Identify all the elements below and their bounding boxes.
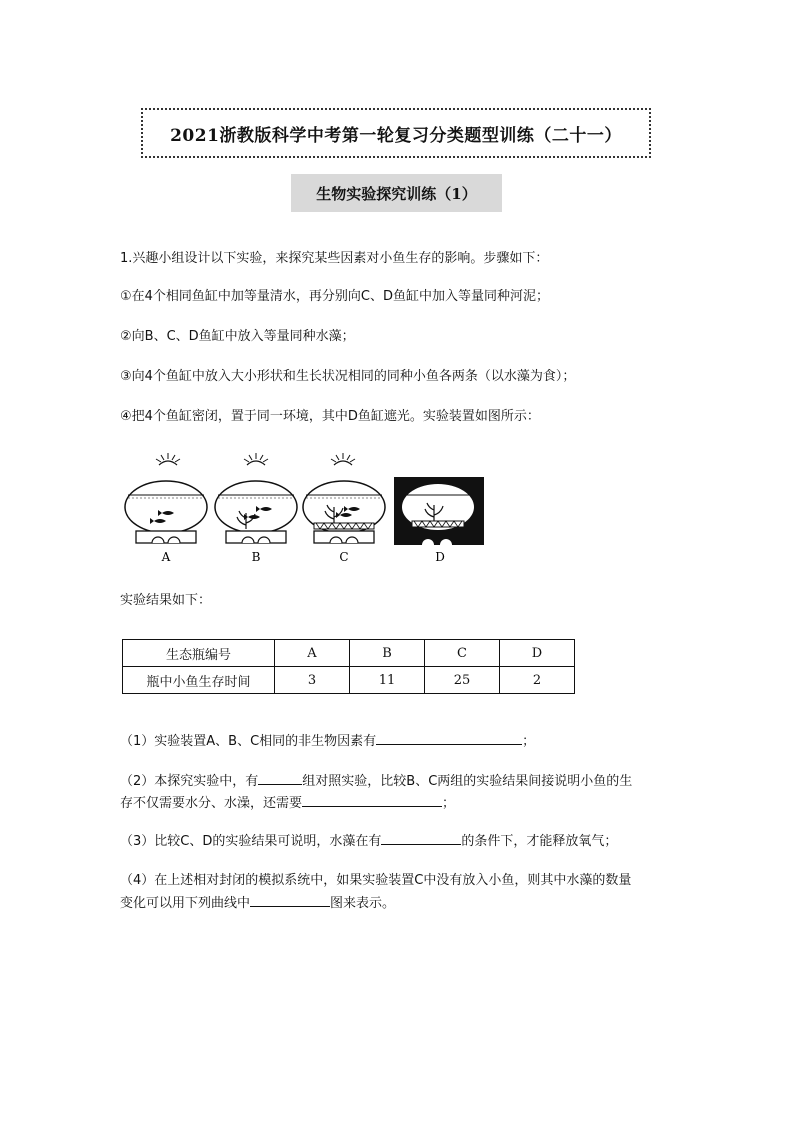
figure-label-d: D bbox=[435, 550, 445, 564]
table-cell: A bbox=[275, 640, 350, 667]
table-cell: 2 bbox=[500, 667, 575, 694]
answer-blank-1[interactable] bbox=[376, 730, 522, 745]
sub-question-4-end: 图来表示。 bbox=[330, 896, 396, 911]
sub-question-3-text: （3）比较C、D的实验结果可说明，水藻在有 bbox=[120, 834, 382, 849]
table-cell: B bbox=[350, 640, 425, 667]
figure-label-a: A bbox=[161, 550, 171, 564]
table-cell: D bbox=[500, 640, 575, 667]
figure-label-b: B bbox=[251, 550, 261, 564]
answer-blank-4[interactable] bbox=[250, 892, 330, 907]
document-title-text: 2021浙教版科学中考第一轮复习分类题型训练（二十一） bbox=[170, 125, 622, 146]
experiment-figure bbox=[118, 447, 488, 567]
sub-question-1-end: ； bbox=[522, 734, 536, 749]
sub-question-2-line-2 bbox=[120, 792, 680, 815]
table-cell: 25 bbox=[425, 667, 500, 694]
table-header-row bbox=[123, 640, 575, 667]
table-cell: 11 bbox=[350, 667, 425, 694]
sub-question-1-text: （1）实验装置A、B、C相同的非生物因素有 bbox=[120, 734, 377, 749]
table-cell: 3 bbox=[275, 667, 350, 694]
figure-label-c: C bbox=[339, 550, 349, 564]
sub-question-4-line-2 bbox=[120, 892, 680, 915]
sub-question-2-text-c: 存不仅需要水分、水澡，还需要 bbox=[120, 796, 303, 811]
document-title bbox=[141, 108, 651, 158]
sub-question-3 bbox=[120, 830, 680, 853]
tank-d bbox=[394, 477, 484, 545]
step-1: ①在4个相同鱼缸中加等量清水，再分别向C、D鱼缸中加入等量同种河泥； bbox=[120, 289, 550, 304]
sub-question-4-text: 变化可以用下列曲线中 bbox=[120, 896, 251, 911]
step-2: ②向B、C、D鱼缸中放入等量同种水藻； bbox=[120, 329, 355, 344]
question-intro: 1.兴趣小组设计以下实验，来探究某些因素对小鱼生存的影响。步骤如下： bbox=[120, 251, 549, 266]
sub-question-3-end: 的条件下，才能释放氧气； bbox=[461, 834, 618, 849]
tank-b bbox=[215, 453, 297, 543]
step-3: ③向4个鱼缸中放入大小形状和生长状况相同的同种小鱼各两条（以水藻为食）； bbox=[120, 369, 576, 384]
fish-tank-illustration bbox=[118, 447, 488, 567]
table-cell: 生态瓶编号 bbox=[123, 640, 275, 667]
sub-question-2-text-a: （2）本探究实验中，有 bbox=[120, 774, 259, 789]
table-cell: 瓶中小鱼生存时间 bbox=[123, 667, 275, 694]
table-row bbox=[123, 667, 575, 694]
answer-blank-3[interactable] bbox=[381, 830, 461, 845]
sub-question-2-line-1 bbox=[120, 770, 680, 793]
sub-question-2-end: ； bbox=[442, 796, 456, 811]
answer-blank-2b[interactable] bbox=[302, 792, 442, 807]
table-cell: C bbox=[425, 640, 500, 667]
result-intro: 实验结果如下： bbox=[120, 593, 212, 608]
answer-blank-2a[interactable] bbox=[258, 770, 302, 785]
section-subtitle bbox=[291, 174, 502, 212]
tank-a bbox=[125, 453, 207, 543]
step-4: ④把4个鱼缸密闭，置于同一环境，其中D鱼缸遮光。实验装置如图所示： bbox=[120, 409, 540, 424]
tank-c bbox=[303, 453, 385, 543]
sub-question-1 bbox=[120, 730, 680, 753]
sub-question-2-text-b: 组对照实验，比较B、C两组的实验结果间接说明小鱼的生 bbox=[302, 774, 633, 789]
result-table bbox=[122, 639, 575, 694]
sub-question-4-line-1: （4）在上述相对封闭的模拟系统中，如果实验装置C中没有放入小鱼，则其中水藻的数量 bbox=[120, 873, 632, 888]
section-subtitle-text: 生物实验探究训练（1） bbox=[316, 184, 477, 203]
